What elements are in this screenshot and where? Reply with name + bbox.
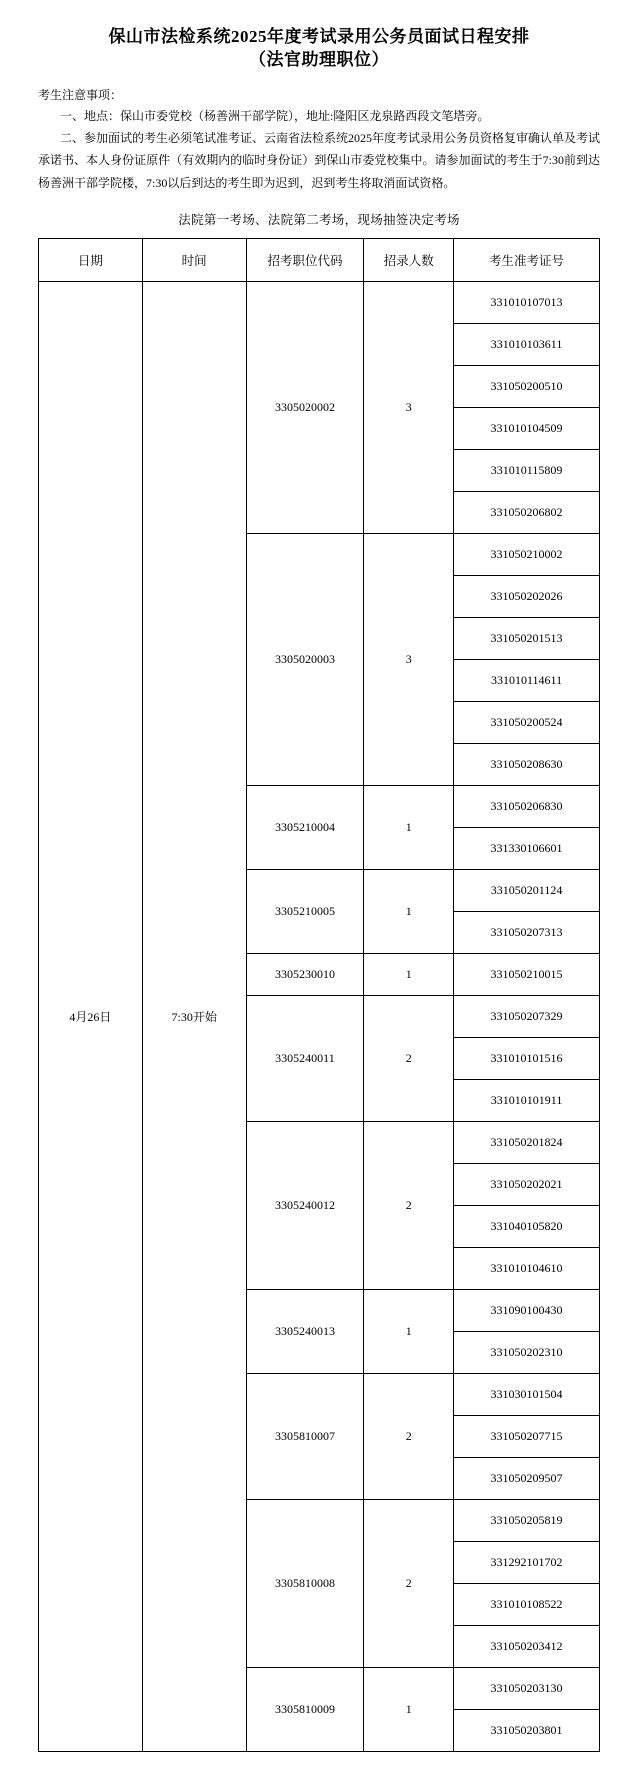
cell-ticket-number: 331050201513 xyxy=(454,617,600,659)
table-row xyxy=(39,281,600,323)
notice-item-2 xyxy=(38,127,600,194)
notice-item-2-text: 二、参加面试的考生必须笔试准考证、云南省法检系统2025年度考试录用公务员资格复审确认单及考试承诺书、本人身份证原件（有效期内的临时身份证）到保山市委党校集中。请参加面试的考生于7:30前到达杨善洲干部学院楼，7:30以后到达的考生即为迟到，迟到考生将取消面试资格。 xyxy=(38,131,601,190)
cell-ticket-number: 331050210002 xyxy=(454,533,600,575)
header-ticket-number: 考生准考证号 xyxy=(454,238,600,281)
cell-ticket-number: 331050203412 xyxy=(454,1625,600,1667)
cell-time: 7:30开始 xyxy=(142,281,246,1751)
document-title: 保山市法检系统2025年度考试录用公务员面试日程安排 xyxy=(108,27,530,46)
cell-ticket-number: 331010114611 xyxy=(454,659,600,701)
header-date: 日期 xyxy=(39,238,143,281)
header-recruit-count: 招录人数 xyxy=(364,238,454,281)
cell-ticket-number: 331330106601 xyxy=(454,827,600,869)
cell-ticket-number: 331050209507 xyxy=(454,1457,600,1499)
cell-recruit-count: 3 xyxy=(364,533,454,785)
cell-ticket-number: 331010104610 xyxy=(454,1247,600,1289)
venue-line: 法院第一考场、法院第二考场，现场抽签决定考场 xyxy=(178,212,460,227)
cell-position-code: 3305020002 xyxy=(246,281,364,533)
cell-recruit-count: 1 xyxy=(364,785,454,869)
cell-ticket-number: 331090100430 xyxy=(454,1289,600,1331)
cell-recruit-count: 1 xyxy=(364,1289,454,1373)
document-subtitle: （法官助理职位） xyxy=(249,49,389,69)
cell-ticket-number: 331050201124 xyxy=(454,869,600,911)
cell-ticket-number: 331050203130 xyxy=(454,1667,600,1709)
cell-ticket-number: 331010101911 xyxy=(454,1079,600,1121)
cell-ticket-number: 331010115809 xyxy=(454,449,600,491)
cell-ticket-number: 331050208630 xyxy=(454,743,600,785)
title-block xyxy=(38,26,600,72)
header-position-code: 招考职位代码 xyxy=(246,238,364,281)
cell-position-code: 3305210005 xyxy=(246,869,364,953)
cell-recruit-count: 2 xyxy=(364,1499,454,1667)
cell-ticket-number: 331050205819 xyxy=(454,1499,600,1541)
cell-recruit-count: 3 xyxy=(364,281,454,533)
cell-ticket-number: 331010107013 xyxy=(454,281,600,323)
notice-item-1 xyxy=(38,105,600,127)
cell-ticket-number: 331050207715 xyxy=(454,1415,600,1457)
cell-ticket-number: 331050200524 xyxy=(454,701,600,743)
cell-ticket-number: 331050206802 xyxy=(454,491,600,533)
table-header-row xyxy=(39,238,600,281)
cell-ticket-number: 331050207313 xyxy=(454,911,600,953)
cell-ticket-number: 331010104509 xyxy=(454,407,600,449)
cell-recruit-count: 2 xyxy=(364,1373,454,1499)
cell-position-code: 3305810008 xyxy=(246,1499,364,1667)
cell-recruit-count: 1 xyxy=(364,869,454,953)
cell-ticket-number: 331040105820 xyxy=(454,1205,600,1247)
cell-position-code: 3305240011 xyxy=(246,995,364,1121)
cell-ticket-number: 331050201824 xyxy=(454,1121,600,1163)
cell-ticket-number: 331050210015 xyxy=(454,953,600,995)
cell-ticket-number: 331030101504 xyxy=(454,1373,600,1415)
cell-position-code: 3305810009 xyxy=(246,1667,364,1751)
cell-position-code: 3305810007 xyxy=(246,1373,364,1499)
cell-position-code: 3305240012 xyxy=(246,1121,364,1289)
cell-recruit-count: 1 xyxy=(364,953,454,995)
header-time: 时间 xyxy=(142,238,246,281)
cell-ticket-number: 331050203801 xyxy=(454,1709,600,1751)
notice-heading: 考生注意事项： xyxy=(38,87,123,102)
notice-item-1-text: 一、地点：保山市委党校（杨善洲干部学院），地址:隆阳区龙泉路西段文笔塔旁。 xyxy=(60,109,490,124)
cell-ticket-number: 331050202026 xyxy=(454,575,600,617)
cell-ticket-number: 331050207329 xyxy=(454,995,600,1037)
cell-recruit-count: 1 xyxy=(364,1667,454,1751)
cell-recruit-count: 2 xyxy=(364,1121,454,1289)
cell-ticket-number: 331292101702 xyxy=(454,1541,600,1583)
cell-ticket-number: 331050202021 xyxy=(454,1163,600,1205)
cell-ticket-number: 331050206830 xyxy=(454,785,600,827)
cell-position-code: 3305240013 xyxy=(246,1289,364,1373)
cell-position-code: 3305210004 xyxy=(246,785,364,869)
cell-position-code: 3305020003 xyxy=(246,533,364,785)
cell-ticket-number: 331010103611 xyxy=(454,323,600,365)
cell-ticket-number: 331050202310 xyxy=(454,1331,600,1373)
cell-position-code: 3305230010 xyxy=(246,953,364,995)
cell-recruit-count: 2 xyxy=(364,995,454,1121)
cell-ticket-number: 331050200510 xyxy=(454,365,600,407)
cell-date: 4月26日 xyxy=(39,281,143,1751)
cell-ticket-number: 331010108522 xyxy=(454,1583,600,1625)
cell-ticket-number: 331010101516 xyxy=(454,1037,600,1079)
